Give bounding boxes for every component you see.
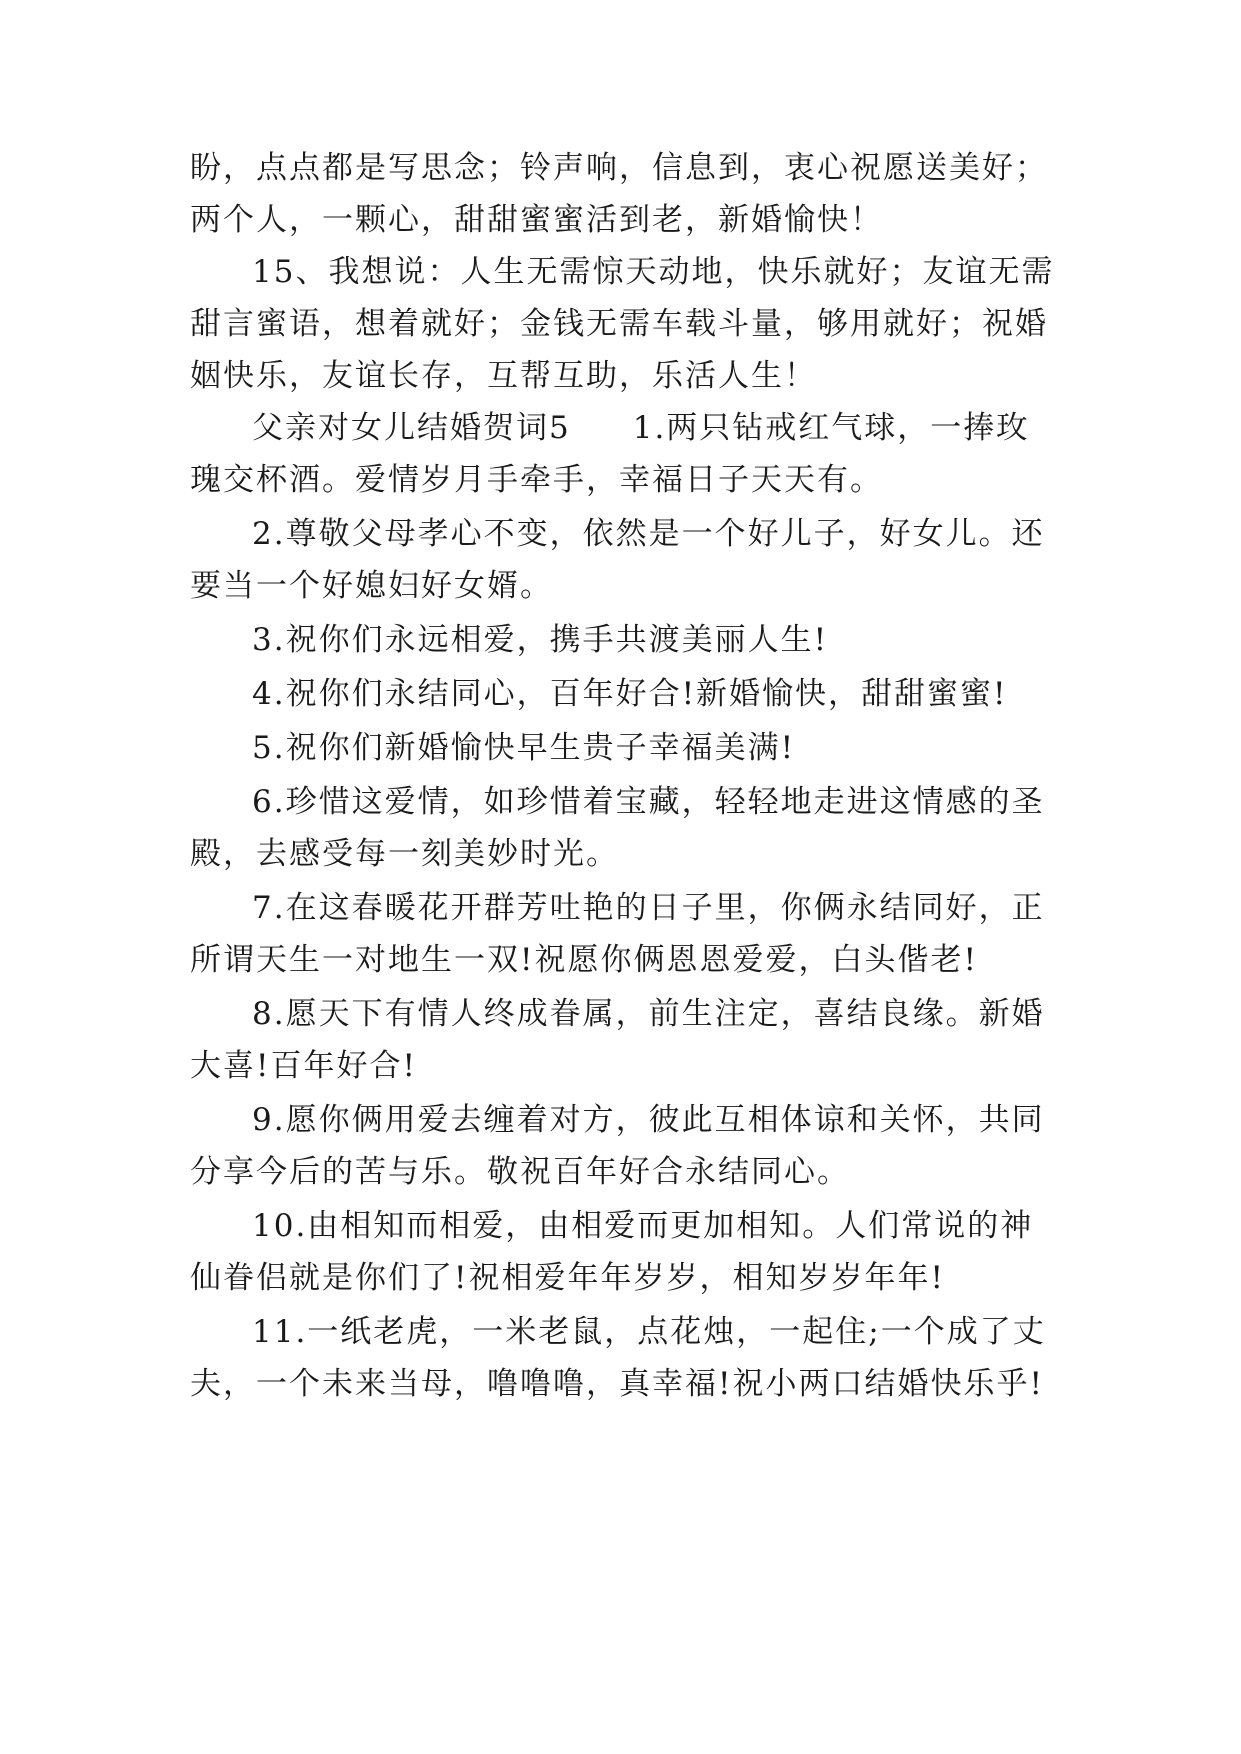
text-line: 姻快乐，友谊长存，互帮互助，乐活人生！ [190, 358, 817, 394]
text-line: 11.一纸老虎，一米老鼠，点花烛，一起住;一个成了丈 [252, 1314, 1046, 1350]
text-line: 夫，一个未来当母，噜噜噜，真幸福!祝小两口结婚快乐乎! [190, 1366, 1044, 1402]
text-line: 8.愿天下有情人终成眷属，前生注定，喜结良缘。新婚 [252, 996, 1045, 1032]
text-line: 大喜!百年好合! [190, 1048, 417, 1084]
text-line: 9.愿你俩用爱去缠着对方，彼此互相体谅和关怀，共同 [252, 1102, 1045, 1138]
text-line: 甜言蜜语，想着就好；金钱无需车载斗量，够用就好；祝婚 [190, 306, 1048, 342]
text-line: 殿，去感受每一刻美妙时光。 [190, 836, 619, 872]
text-line: 仙眷侣就是你们了!祝相爱年年岁岁，相知岁岁年年! [190, 1260, 945, 1296]
section-heading: 父亲对女儿结婚贺词5 [252, 410, 571, 446]
text-line: 两个人，一颗心，甜甜蜜蜜活到老，新婚愉快！ [190, 202, 883, 238]
text-line: 1.两只钻戒红气球，一捧玫 [632, 410, 1030, 446]
text-line: 盼，点点都是写思念；铃声响，信息到，衷心祝愿送美好； [190, 150, 1048, 186]
text-line: 10.由相知而相爱，由相爱而更加相知。人们常说的神 [252, 1208, 1034, 1244]
text-line: 7.在这春暖花开群芳吐艳的日子里，你俩永结同好，正 [252, 890, 1045, 926]
text-line: 15、我想说：人生无需惊天动地，快乐就好；友谊无需 [252, 254, 1055, 290]
text-line: 所谓天生一对地生一双!祝愿你俩恩恩爱爱，白头偕老! [190, 942, 978, 978]
text-line: 6.珍惜这爱情，如珍惜着宝藏，轻轻地走进这情感的圣 [252, 784, 1045, 820]
text-line: 5.祝你们新婚愉快早生贵子幸福美满! [252, 730, 796, 766]
text-line: 2.尊敬父母孝心不变，依然是一个好儿子，好女儿。还 [252, 516, 1045, 552]
text-line: 4.祝你们永结同心，百年好合!新婚愉快，甜甜蜜蜜! [252, 676, 1008, 712]
text-line: 3.祝你们永远相爱，携手共渡美丽人生! [252, 622, 829, 658]
text-line: 要当一个好媳妇好女婿。 [190, 568, 553, 604]
text-line: 分享今后的苦与乐。敬祝百年好合永结同心。 [190, 1154, 850, 1190]
text-line: 瑰交杯酒。爱情岁月手牵手，幸福日子天天有。 [190, 462, 883, 498]
section-line [252, 408, 1072, 448]
